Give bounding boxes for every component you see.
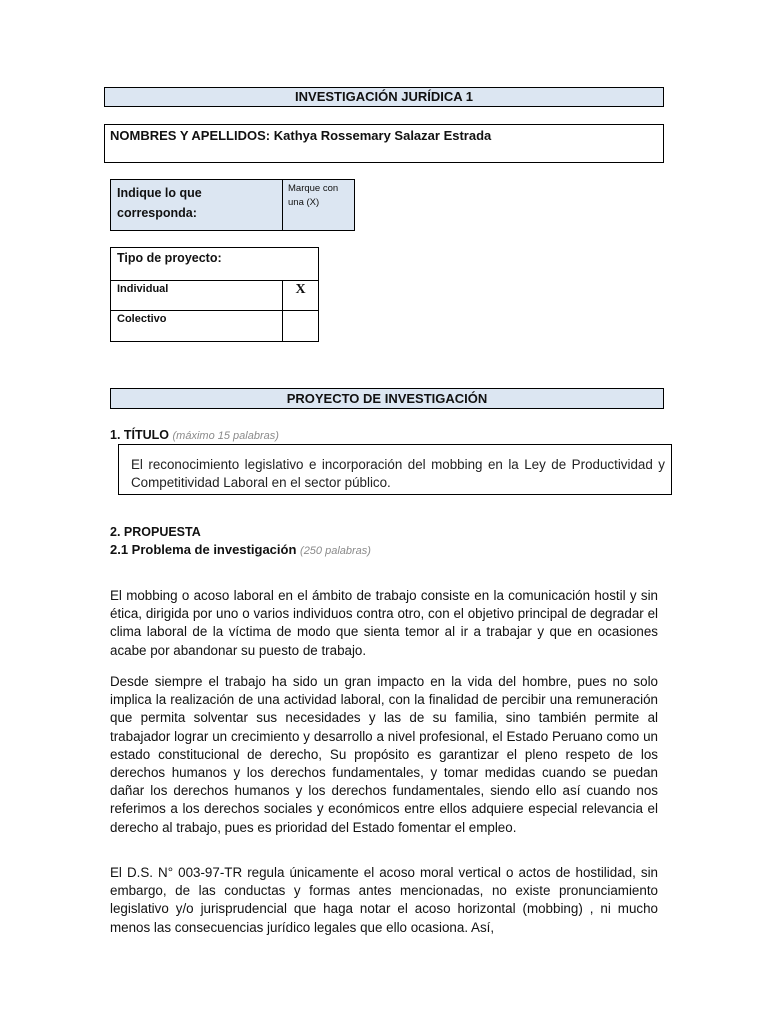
titulo-hint: (máximo 15 palabras) [172, 430, 279, 442]
project-type-individual-mark: X [295, 282, 306, 297]
names-label: NOMBRES Y APELLIDOS: [110, 128, 271, 143]
titulo-box [118, 444, 672, 495]
titulo-label: 1. TÍTULO [110, 428, 170, 442]
names-box [104, 124, 664, 163]
problema-heading [110, 542, 371, 557]
project-section-title: PROYECTO DE INVESTIGACIÓN [286, 391, 488, 406]
document-title-box [104, 87, 664, 107]
paragraph: Desde siempre el trabajo ha sido un gran impacto en la vida del hombre, pues no solo implica la realización de una actividad laboral, con la finalidad de percibir una remuneración que permita solventar sus necesidades y las de su familia, sino también permite al trabajador lograr un crecimiento y desarrollo a nivel profesional, el Estado Peruano como un estado constitucional de derecho, Su propósito es garantizar el pleno respeto de los derechos humanos y los derechos fundamentales, y tomar medidas cuando se puedan dañar los derechos humanos y los derechos fundamentales, siendo ello así cuando nos referimos a los derechos sociales y económicos entre ellos adquiere especial relevancia el derecho al trabajo, pues es prioridad del Estado fomentar el empleo. [110, 674, 658, 835]
row-divider [111, 280, 318, 281]
choice-mark-instruction: Marque con una (X) [288, 183, 339, 208]
choice-instruction: Indique lo que corresponda: [117, 186, 202, 220]
paragraph: El D.S. N° 003-97-TR regula únicamente el acoso moral vertical o actos de hostilidad, sin embargo, de las conductas y formas antes mencionadas, no existe pronunciamiento legislativo y/o jurisprudencial que haga notar el acoso horizontal (mobbing) , ni mucho menos las consecuencias jurídico legales que ello ocasiona. Así, [110, 865, 658, 935]
project-type-table [110, 247, 319, 342]
names-line [110, 128, 491, 143]
titulo-heading [110, 428, 279, 442]
propuesta-label: 2. PROPUESTA [110, 525, 201, 539]
paragraph: El mobbing o acoso laboral en el ámbito de trabajo consiste en la comunicación hostil y sin ética, dirigida por uno o varios individuos contra otro, con el objetivo principal de degradar el clima laboral de la víctima de modo que sienta temor al ir a trabajar y que en ocasiones acabe por abandonar su puesto de trabajo. [110, 588, 658, 658]
problema-hint: (250 palabras) [300, 545, 371, 557]
document-title: INVESTIGACIÓN JURÍDICA 1 [295, 89, 473, 104]
project-type-individual-label: Individual [117, 283, 169, 295]
problema-subheading: 2.1 Problema de investigación [110, 542, 297, 557]
choice-table [110, 179, 355, 231]
project-type-header: Tipo de proyecto: [117, 251, 222, 265]
project-type-colectivo-label: Colectivo [117, 313, 167, 325]
names-value: Kathya Rossemary Salazar Estrada [273, 128, 492, 143]
titulo-text: El reconocimiento legislativo e incorporación del mobbing en la Ley de Productividad y Competitividad Laboral en el sector público. [131, 457, 665, 490]
row-divider [111, 310, 318, 311]
project-section-title-box [110, 388, 664, 409]
choice-divider [282, 180, 283, 230]
